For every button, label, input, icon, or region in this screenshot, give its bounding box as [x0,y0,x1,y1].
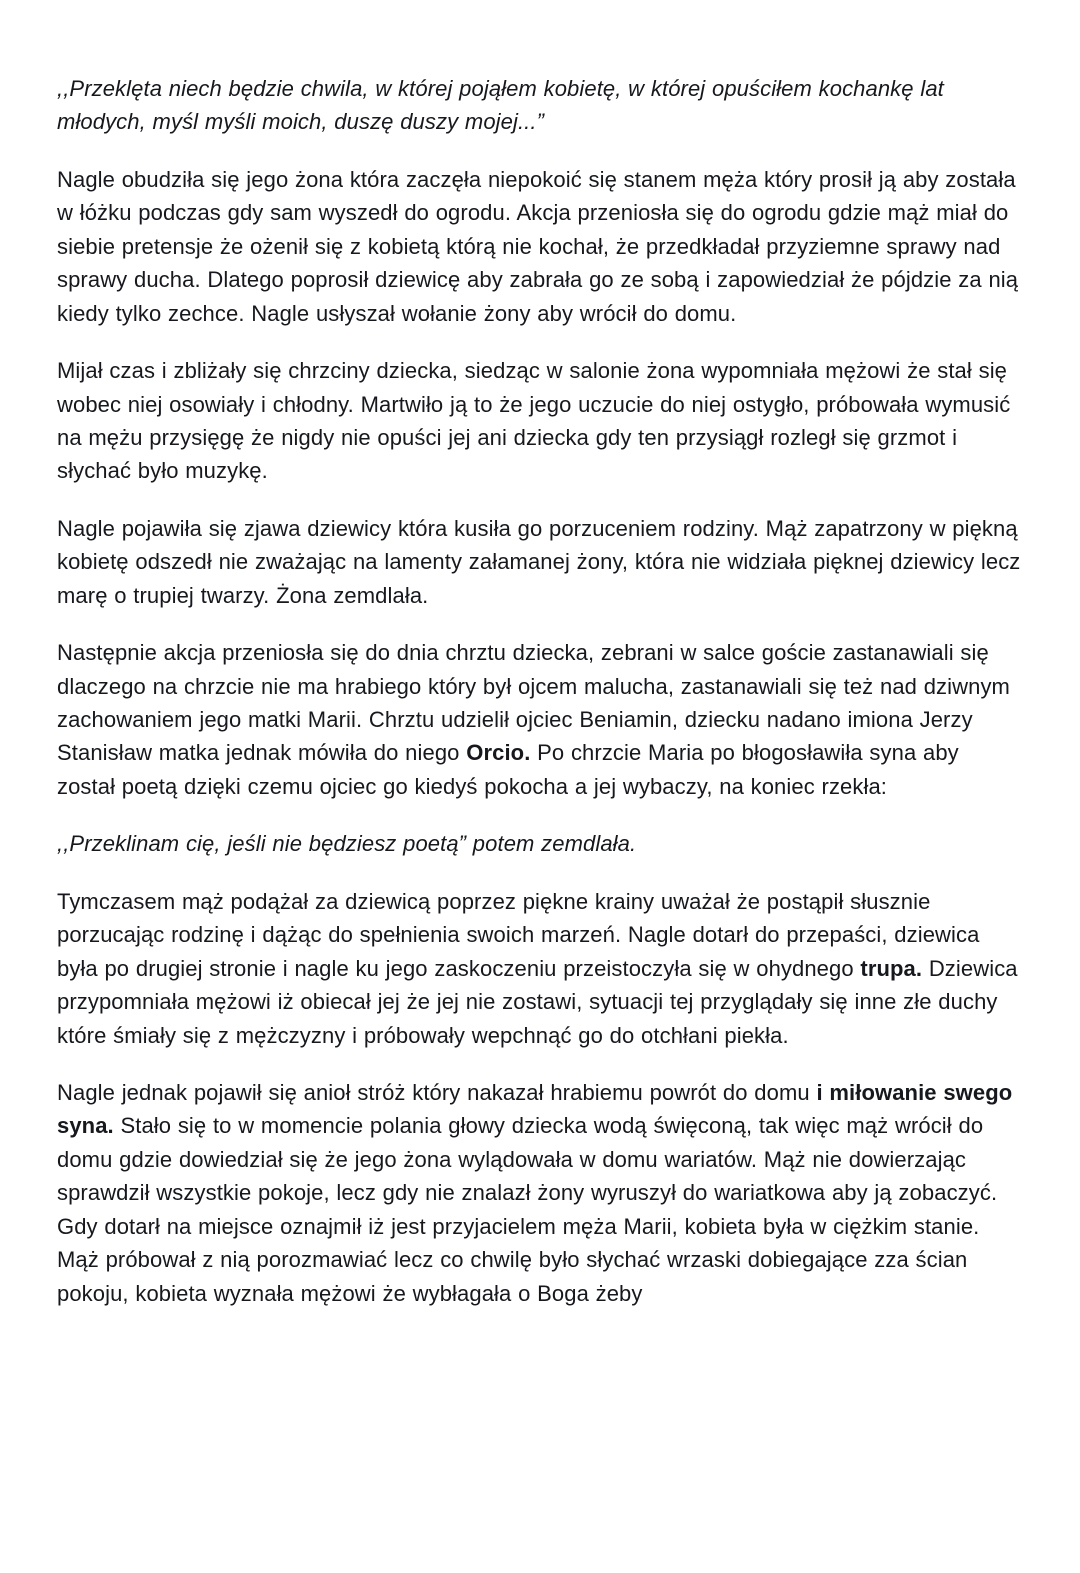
text-segment: Nagle pojawiła się zjawa dziewicy która kusiła go porzuceniem rodziny. Mąż zapatrzony w piękną kobietę odszedł nie zważając na lamenty załamanej żony, która nie widziała pięknej dziewicy lecz marę o trupiej twarzy. Żona zemdlała. [57,515,1021,608]
text-segment: Orcio. [466,740,531,766]
text-segment: Po chrzcie Maria po błogosławiła syna aby został poetą dzięki czemu ojciec go kiedyś pokocha a jej wybaczy, na koniec rzekła: [57,740,959,799]
paragraph-6 [57,827,1022,860]
text-segment: Nagle obudziła się jego żona która zaczęła niepokoić się stanem męża który prosił ją aby została w łóżku podczas gdy sam wyszedł do ogrodu. Akcja przeniosła się do ogrodu gdzie mąż miał do siebie pretensje że ożenił się z kobietą którą nie kochał, że przedkładał przyziemne sprawy nad sprawy ducha. Dlatego poprosił dziewicę aby zabrała go ze sobą i zapowiedział że pójdzie za nią kiedy tylko zechce. Nagle usłyszał wołanie żony aby wrócił do domu. [57,166,1019,326]
text-segment: Następnie akcja przeniosła się do dnia chrztu dziecka, zebrani w salce goście zastanawiali się dlaczego na chrzcie nie ma hrabiego który był ojcem malucha, zastanawiali się też nad dziwnym zachowaniem jego matki Marii. Chrztu udzielił ojciec Beniamin, dziecku nadano imiona Jerzy Stanisław matka jednak mówiła do niego [57,640,1010,766]
text-segment: Mijał czas i zbliżały się chrzciny dziecka, siedząc w salonie żona wypomniała mężowi że stał się wobec niej osowiały i chłodny. Martwiło ją to że jego uczucie do niej ostygło, próbowała wymusić na mężu przysięgę że nigdy nie opuści jej ani dziecka gdy ten przysiągł rozległ się grzmot i słychać było muzykę. [57,358,1011,484]
text-segment: ,,Przeklinam cię, jeśli nie będziesz poetą” potem zemdlała. [57,831,637,857]
paragraph-4 [57,512,1022,612]
paragraph-8 [57,1076,1022,1310]
text-segment: Dziewica przypomniała mężowi iż obiecał jej że jej nie zostawi, sytuacji tej przyglądały się inne złe duchy które śmiały się z mężczyzny i próbowały wepchnąć go do otchłani piekła. [57,955,1018,1048]
text-segment: ,,Przeklęta niech będzie chwila, w której pojąłem kobietę, w której opuściłem kochankę lat młodych, myśl myśli moich, duszę duszy mojej...” [57,76,944,135]
text-segment: Stało się to w momencie polania głowy dziecka wodą święconą, tak więc mąż wrócił do domu gdzie dowiedział się że jego żona wylądowała w domu wariatów. Mąż nie dowierzając sprawdził wszystkie pokoje, lecz gdy nie znalazł żony wyruszył do wariatkowa aby ją zobaczyć. Gdy dotarł na miejsce oznajmił iż jest przyjacielem męża Marii, kobieta była w ciężkim stanie. Mąż próbował z nią porozmawiać lecz co chwilę było słychać wrzaski dobiegające zza ścian pokoju, kobieta wyznała mężowi że wybłagała o Boga żeby [57,1113,998,1306]
text-segment: trupa. [860,955,923,981]
paragraph-3 [57,354,1022,488]
paragraph-1 [57,72,1022,139]
text-segment: Tymczasem mąż podążał za dziewicą poprzez piękne krainy uważał że postąpił słusznie porzucając rodzinę i dążąc do spełnienia swoich marzeń. Nagle dotarł do przepaści, dziewica była po drugiej stronie i nagle ku jego zaskoczeniu przeistoczyła się w ohydnego [57,888,980,981]
text-segment: i miłowanie swego syna. [57,1079,1013,1139]
paragraph-7 [57,885,1022,1052]
document-body [57,72,1022,1310]
paragraph-5 [57,636,1022,803]
paragraph-2 [57,163,1022,330]
text-segment: Nagle jednak pojawił się anioł stróż który nakazał hrabiemu powrót do domu [57,1079,817,1105]
